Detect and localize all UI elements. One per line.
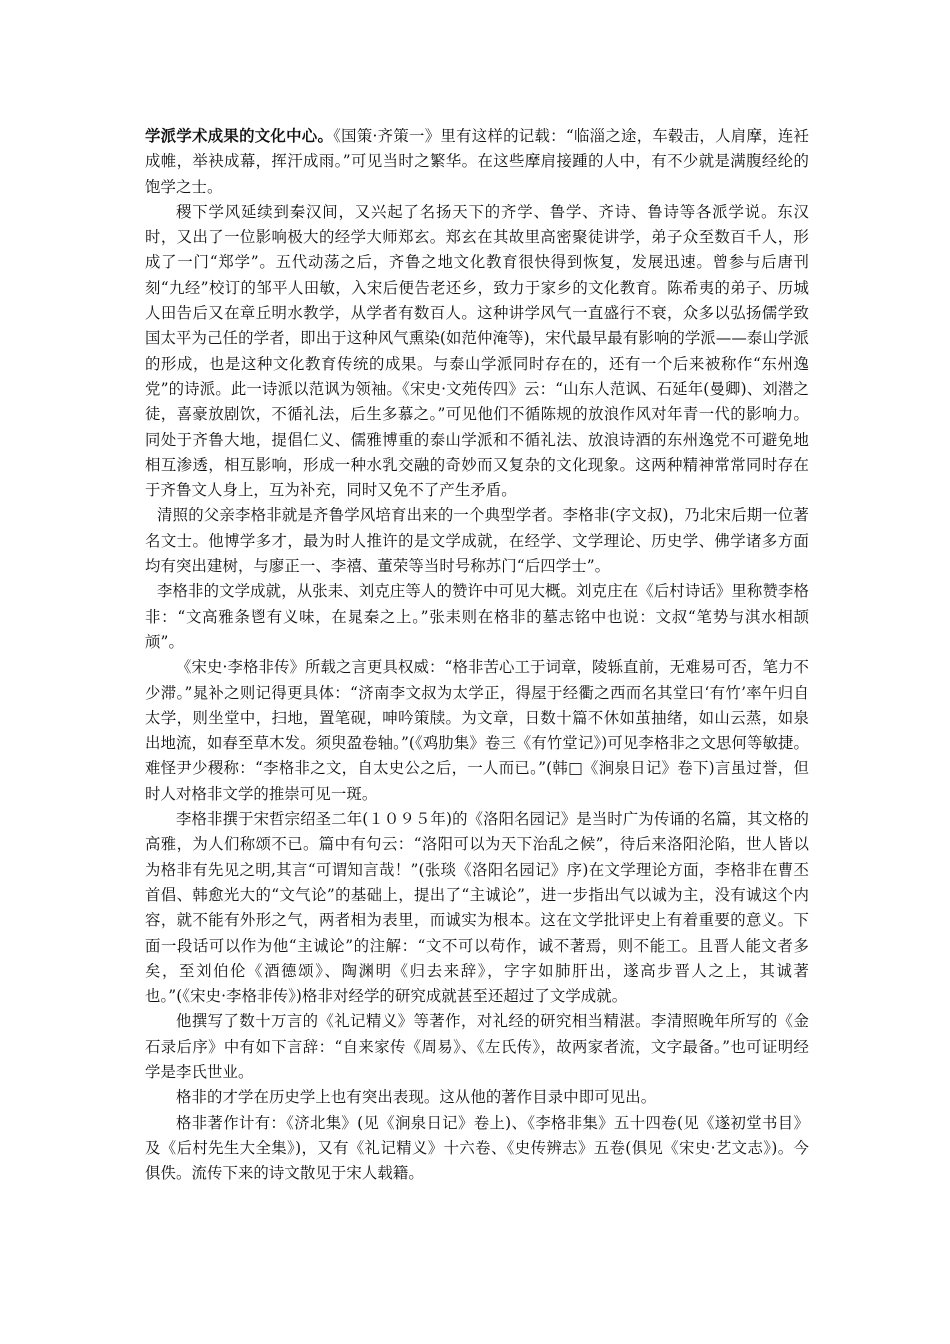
paragraph-text: 《国策·齐策一》里有这样的记载：“临淄之途，车毂击，人肩摩，连衽成帷，举袂成幕，挥汗成雨。”可见当时之繁华。在这些摩肩接踵的人中，有不少就是满腹经纶的饱学之士。 [145, 127, 809, 196]
document-page [145, 124, 809, 1186]
paragraph-text: 《宋史·李格非传》所载之言更具权威：“格非苦心工于词章，陵轹直前，无难易可否，笔力不少滞。”晁补之则记得更具体：“济南李文叔为太学正，得屋于经衢之西而名其堂曰‘有竹’率午归自太学，则坐堂中，扫地，置笔砚，呻吟策牍。为文章，日数十篇不休如茧抽绪，如山云蒸，如泉出地流，如春至草木发。须臾盈卷轴。”(《鸡肋集》卷三《有竹堂记》)可见李格非之文思何等敏捷。难怪尹少稷称：“李格非之文，自太史公之后，一人而已。”(韩□《涧泉日记》卷下)言虽过誉，但时人对格非文学的推崇可见一斑。 [145, 658, 809, 803]
paragraph-text: 格非的才学在历史学上也有突出表现。这从他的著作目录中即可见出。 [176, 1088, 657, 1107]
paragraph-8 [145, 1085, 809, 1110]
paragraph-text: 李格非撰于宋哲宗绍圣二年(１０９５年)的《洛阳名园记》是当时广为传诵的名篇，其文格的高雅，为人们称颂不已。篇中有句云：“洛阳可以为天下治乱之候”，待后来洛阳沦陷，世人皆以为格非有先见之明,其言“可谓知言哉！”(张琰《洛阳名园记》序)在文学理论方面，李格非在曹丕首倡、韩愈光大的“文气论”的基础上，提出了“主诚论”，进一步指出气以诚为主，没有诚这个内容，就不能有外形之气，两者相为表里，而诚实为根本。这在文学批评史上有着重要的意义。下面一段话可以作为他“主诚论”的注解：“文不可以苟作，诚不著焉，则不能工。且晋人能文者多矣，至刘伯伦《酒德颂》、陶渊明《归去来辞》，字字如肺肝出，遂高步晋人之上，其诚著也。”(《宋史·李格非传》)格非对经学的研究成就甚至还超过了文学成就。 [145, 810, 809, 1006]
paragraph-4 [145, 579, 809, 655]
paragraph-1 [145, 124, 809, 200]
paragraph-3 [145, 503, 809, 579]
paragraph-7 [145, 1009, 809, 1085]
paragraph-2 [145, 200, 809, 504]
paragraph-text: 清照的父亲李格非就是齐鲁学风培育出来的一个典型学者。李格非(字文叔)，乃北宋后期一位著名文士。他博学多才，最为时人推许的是文学成就，在经学、文学理论、历史学、佛学诸多方面均有突出建树，与廖正一、李禧、董荣等当时号称苏门“后四学士”。 [145, 506, 809, 576]
paragraph-text: 他撰写了数十万言的《礼记精义》等著作，对礼经的研究相当精湛。李清照晚年所写的《金石录后序》中有如下言辞：“自来家传《周易》、《左氏传》，故两家者流，文字最备。”也可证明经学是李氏世业。 [145, 1012, 809, 1081]
paragraph-9 [145, 1111, 809, 1187]
paragraph-text: 格非著作计有：《济北集》(见《涧泉日记》卷上)、《李格非集》五十四卷(见《遂初堂书目》及《后村先生大全集》)，又有《礼记精义》十六卷、《史传辨志》五卷(俱见《宋史·艺文志》)。今俱佚。流传下来的诗文散见于宋人载籍。 [145, 1113, 809, 1183]
paragraph-text: 李格非的文学成就，从张耒、刘克庄等人的赞许中可见大概。刘克庄在《后村诗话》里称赞李格非：“文高雅条鬯有义味，在晁秦之上。”张耒则在格非的墓志铭中也说：文叔“笔势与淇水相颉颃”。 [145, 582, 809, 651]
paragraph-6 [145, 807, 809, 1009]
paragraph-lead-bold: 学派学术成果的文化中心。 [145, 127, 334, 145]
paragraph-text: 稷下学风延续到秦汉间，又兴起了名扬天下的齐学、鲁学、齐诗、鲁诗等各派学说。东汉时，又出了一位影响极大的经学大师郑玄。郑玄在其故里高密聚徒讲学，弟子众至数百千人，形成了一门“郑学”。五代动荡之后，齐鲁之地文化教育很快得到恢复，发展迅速。曾参与后唐刊刻“九经”校订的邹平人田敏，入宋后便告老还乡，致力于家乡的文化教育。陈希夷的弟子、历城人田告后又在章丘明水教学，从学者有数百人。这种讲学风气一直盛行不衰，众多以弘扬儒学致国太平为己任的学者，即出于这种风气熏染(如范仲淹等)，宋代最早最有影响的学派——泰山学派的形成，也是这种文化教育传统的成果。与泰山学派同时存在的，还有一个后来被称作“东州逸党”的诗派。此一诗派以范讽为领袖。《宋史·文苑传四》云：“山东人范讽、石延年(曼卿)、刘潜之徒，喜豪放剧饮，不循礼法，后生多慕之。”可见他们不循陈规的放浪作风对年青一代的影响力。同处于齐鲁大地，提倡仁义、儒雅博重的泰山学派和不循礼法、放浪诗酒的东州逸党不可避免地相互渗透，相互影响，形成一种水乳交融的奇妙而又复杂的文化现象。这两种精神常常同时存在于齐鲁文人身上，互为补充，同时又免不了产生矛盾。 [145, 202, 809, 500]
paragraph-5 [145, 655, 809, 807]
